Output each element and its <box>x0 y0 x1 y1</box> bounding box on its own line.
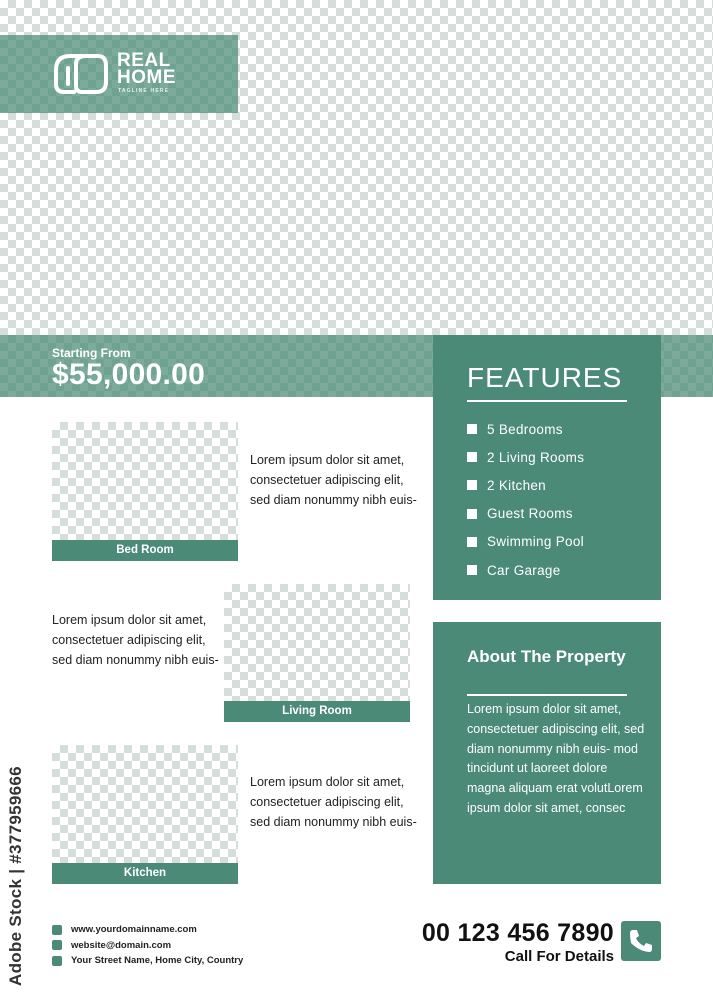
phone-number[interactable]: 00 123 456 7890 <box>421 919 614 947</box>
square-bullet-icon <box>467 424 477 434</box>
contact-info <box>52 922 243 969</box>
website-row <box>52 922 243 938</box>
room-description: Lorem ipsum dolor sit amet, consectetuer adipiscing elit, sed diam nonummy nibh euis- <box>250 775 417 829</box>
features-panel <box>433 335 661 600</box>
room-caption: Bed Room <box>52 540 238 561</box>
location-pin-icon <box>52 956 62 966</box>
email-row <box>52 938 243 954</box>
about-text: Lorem ipsum dolor sit amet, consectetuer adipiscing elit, sed diam nonummy nibh euis- mod tincidunt ut laoreet dolore magna aliquam erat volutLorem ipsum dolor sit amet, consec <box>467 702 645 815</box>
feature-item: 2 Living Rooms <box>467 443 584 471</box>
room-caption: Living Room <box>224 701 410 722</box>
room-caption: Kitchen <box>52 863 238 884</box>
feature-item: 5 Bedrooms <box>467 415 584 443</box>
room-description: Lorem ipsum dolor sit amet, consectetuer adipiscing elit, sed diam nonummy nibh euis- <box>52 613 219 667</box>
room-image-placeholder <box>52 745 238 863</box>
room-image-placeholder <box>224 584 410 701</box>
about-divider <box>467 694 627 696</box>
email-link[interactable]: website@domain.com <box>71 939 172 951</box>
square-bullet-icon <box>467 565 477 575</box>
address-row <box>52 953 243 969</box>
starting-from-label: Starting From <box>52 346 131 360</box>
feature-item: Swimming Pool <box>467 528 584 556</box>
feature-item: Guest Rooms <box>467 500 584 528</box>
stock-id-label: Adobe Stock | #377959666 <box>6 766 25 986</box>
phone-icon[interactable] <box>621 921 661 961</box>
features-title: FEATURES <box>467 362 623 393</box>
room-bedroom <box>52 422 238 561</box>
website-link[interactable]: www.yourdomainname.com <box>71 924 197 936</box>
about-title: About The Property <box>467 647 626 666</box>
house-logo-icon <box>52 50 110 98</box>
mail-icon <box>52 940 62 950</box>
features-divider <box>467 400 627 402</box>
logo-line2: HOME <box>117 67 176 88</box>
call-label: Call For Details <box>504 948 614 965</box>
room-kitchen <box>52 745 238 884</box>
globe-icon <box>52 925 62 935</box>
address-text: Your Street Name, Home City, Country <box>71 955 244 967</box>
about-panel <box>433 622 661 884</box>
room-image-placeholder <box>52 422 238 540</box>
room-living-room <box>224 584 410 722</box>
feature-item: Car Garage <box>467 556 584 584</box>
logo-tagline: TAGLINE HERE <box>118 88 170 94</box>
square-bullet-icon <box>467 537 477 547</box>
room-description: Lorem ipsum dolor sit amet, consectetuer adipiscing elit, sed diam nonummy nibh euis- <box>250 453 417 507</box>
features-list <box>467 415 584 584</box>
square-bullet-icon <box>467 452 477 462</box>
price-amount: $55,000.00 <box>52 358 206 391</box>
square-bullet-icon <box>467 509 477 519</box>
square-bullet-icon <box>467 480 477 490</box>
logo-wordmark <box>117 52 176 86</box>
logo-line1: REAL <box>117 50 171 71</box>
feature-item: 2 Kitchen <box>467 471 584 499</box>
phone-block <box>380 918 614 966</box>
